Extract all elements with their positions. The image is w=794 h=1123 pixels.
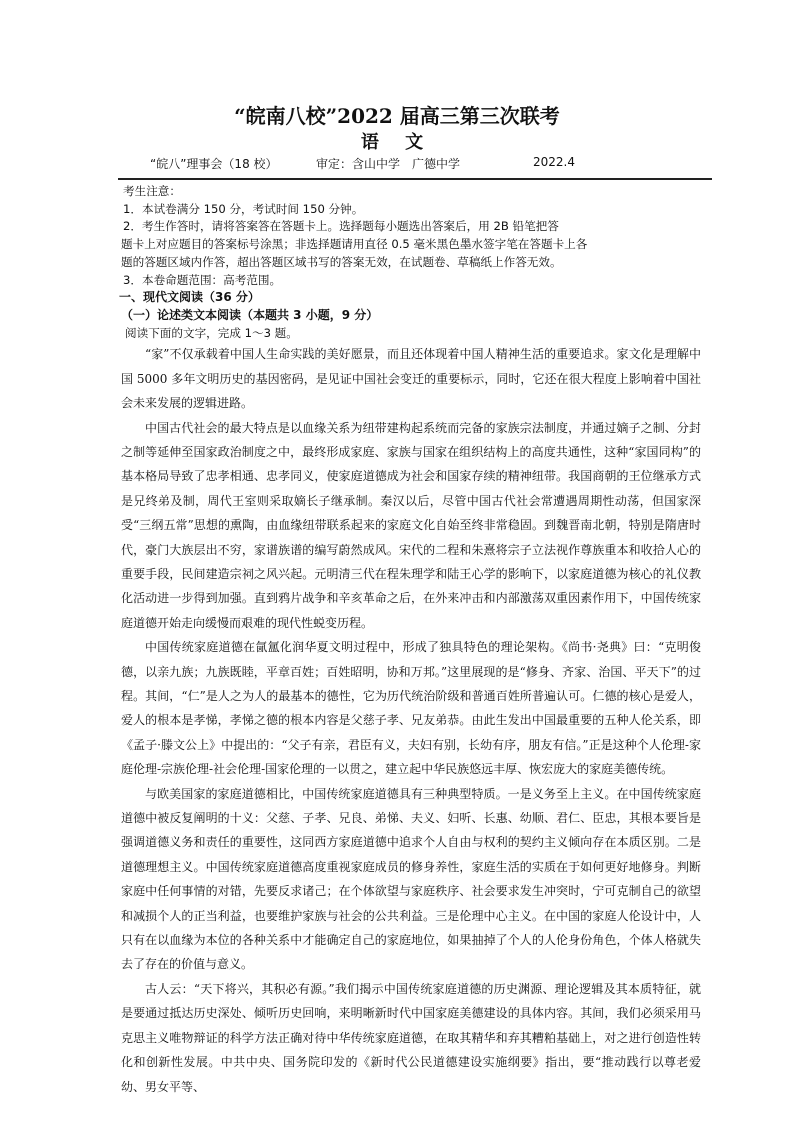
subject-title: 语 文 bbox=[360, 132, 434, 153]
passage-paragraph-5: 古人云：“天下将兴，其积必有源。”我们揭示中国传统家庭道德的历史渊源、理论逻辑及其本质特征，就是要通过抵达历史深处、倾听历史回响，来明晰新时代中国家庭美德建设的具体内容。其间，我们必须采用马克思主义唯物辩证的科学方法正确对待中华传统家庭道德，在取其精华和弃其糟粕基础上，对之进行创造性转化和创新性发展。中共中央、国务院印发的《新时代公民道德建设实施纲要》指出，要“推动践行以尊老爱幼、男女平等、 bbox=[121, 981, 701, 1094]
exam-content bbox=[121, 183, 701, 1099]
passage-paragraph-1: “家”不仅承载着中国人生命实践的美好愿景，而且还体现着中国人精神生活的重要追求。家文化是理解中国 5000 多年文明历史的基因密码，是见证中国社会变迁的重要标示，同时，它还在很大程度上影响着中国社会未来发展的逻辑进路。 bbox=[121, 347, 701, 411]
subsection-heading: （一）论述类文本阅读（本题共 3 小题，9 分） bbox=[121, 307, 379, 322]
exam-title: “皖南八校”2022 届高三第三次联考 bbox=[234, 104, 560, 128]
exam-date: 2022.4 bbox=[533, 155, 575, 169]
reading-instruction: 阅读下面的文字，完成 1～3 题。 bbox=[125, 325, 298, 340]
passage-paragraph-2: 中国古代社会的最大特点是以血缘关系为纽带建构起系统而完备的家族宗法制度，并通过嫡子之制、分封之制等延伸至国家政治制度之中，最终形成家庭、家族与国家在组织结构上的高度共通性，这种“家国同构”的基本格局导致了忠孝相通、忠孝同义，使家庭道德成为社会和国家存续的精神纽带。我国商朝的王位继承方式是兄终弟及制，周代王室则采取嫡长子继承制。秦汉以后，尽管中国古代社会常遭遇周期性动荡，但国家深受“三纲五常”思想的熏陶，由血缘纽带联系起来的家庭文化自始至终非常稳固。到魏晋南北朝，特别是隋唐时代，豪门大族层出不穷，家谱族谱的编写蔚然成风。宋代的二程和朱熹将宗子立法视作尊族重本和收拾人心的重要手段，民间建造宗祠之风兴起。元明清三代在程朱理学和陆王心学的影响下，以家庭道德为核心的礼仪教化活动进一步得到加强。直到鸦片战争和辛亥革命之后，在外来冲击和内部激荡双重因素作用下，中国传统家庭道德开始走向缓慢而艰难的现代性蜕变历程。 bbox=[121, 420, 701, 630]
passage-paragraph-4: 与欧美国家的家庭道德相比，中国传统家庭道德具有三种典型特质。一是义务至上主义。在中国传统家庭道德中被反复阐明的十义：父慈、子孝、兄良、弟悌、夫义、妇听、长惠、幼顺、君仁、臣忠，其根本要旨是强调道德义务和责任的重要性，这同西方家庭道德中追求个人自由与权利的契约主义倾向存在本质区别。二是道德理想主义。中国传统家庭道德高度重视家庭成员的修身养性，家庭生活的实质在于如何更好地修身。判断家庭中任何事情的对错，先要反求诸己；在个体欲望与家庭秩序、社会要求发生冲突时，宁可克制自己的欲望和减损个人的正当利益，也要维护家族与社会的公共利益。三是伦理中心主义。在中国的家庭人伦设计中，人只有在以血缘为本位的各种关系中才能确定自己的家庭地位，如果抽掉了个人的人伦身份角色，个体人格就失去了存在的价值与意义。 bbox=[121, 786, 701, 972]
notice-heading: 考生注意： bbox=[123, 184, 181, 198]
notice-item-3: 3．本卷命题范围：高考范围。 bbox=[123, 272, 282, 287]
passage-paragraph-3: 中国传统家庭道德在氤氲化润华夏文明过程中，形成了独具特色的理论架构。《尚书·尧典》曰：“克明俊德，以亲九族；九族既睦，平章百姓；百姓昭明，协和万邦。”这里展现的是“修身、齐家、治国、平天下”的过程。其间，“仁”是人之为人的最基本的德性，它为历代统治阶级和普通百姓所普遍认可。仁德的核心是爱人，爱人的根本是孝悌，孝悌之德的根本内容是父慈子孝、兄友弟恭。由此生发出中国最重要的五种人伦关系，即《孟子·滕文公上》中提出的：“父子有亲，君臣有义，夫妇有别，长幼有序，朋友有信。”正是这种个人伦理-家庭伦理-宗族伦理-社会伦理-国家伦理的一以贯之，建立起中华民族悠远丰厚、恢宏庞大的家庭美德传统。 bbox=[121, 640, 701, 777]
council-info: “皖八”理事会（18 校） bbox=[150, 157, 278, 171]
notice-item-2-line-2: 题卡上对应题目的答案标号涂黑；非选择题请用直径 0.5 毫米黑色墨水签字笔在答题卡上各 bbox=[121, 237, 588, 252]
notice-item-1: 1．本试卷满分 150 分，考试时间 150 分钟。 bbox=[123, 201, 364, 216]
section-heading: 一、现代文阅读（36 分） bbox=[119, 290, 260, 305]
reviewer-info: 审定：含山中学 广德中学 bbox=[316, 157, 461, 171]
notice-item-2-line-1: 2．考生作答时，请将答案答在答题卡上。选择题每小题选出答案后，用 2B 铅笔把答 bbox=[123, 219, 559, 234]
notice-item-2-line-3: 题的答题区域内作答，超出答题区域书写的答案无效，在试题卷、草稿纸上作答无效。 bbox=[121, 254, 562, 269]
header-divider bbox=[118, 178, 712, 180]
